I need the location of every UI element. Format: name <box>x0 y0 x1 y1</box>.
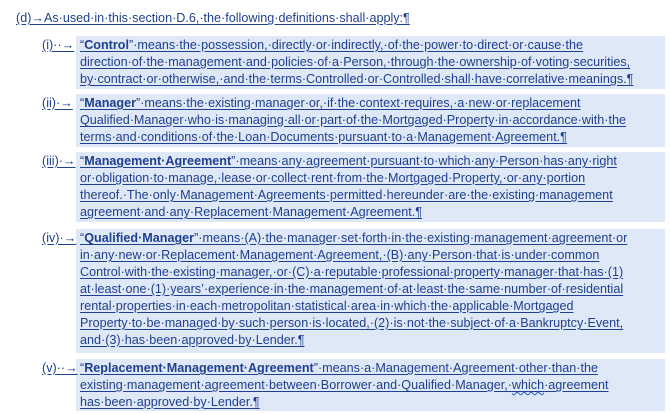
item-iv-line-5: rental·properties·in·each·metropolitan·statistical·area·in·which·the·applicable·Mortgaged <box>80 299 574 313</box>
quote-close: ” <box>128 38 134 52</box>
term-manager: Manager <box>84 96 136 110</box>
quote-close: ” <box>194 231 199 245</box>
term-qualified-manager: Qualified·Manager <box>84 231 195 245</box>
item-v-text-1: ·means·a·Management·Agreement·other·than·the <box>317 361 598 375</box>
quote-close: ” <box>231 154 236 168</box>
term-management-agreement: Management·Agreement <box>84 154 232 168</box>
intro-heading: (d)→As·used·in·this·section·D.6,·the·following·definitions·shall·apply:¶ <box>16 11 410 25</box>
item-i-line-1 <box>80 37 662 53</box>
item-iii-line-4: agreement·and·any·Replacement·Management·Agreement.¶ <box>80 205 423 219</box>
item-i-line-2: direction·of·the·management·and·policies·of·a·Person,·through·the·ownership·of·voting·securities, <box>80 55 631 69</box>
spellcheck-flagged-word[interactable]: which <box>511 378 545 392</box>
quote-close: ” <box>136 96 141 110</box>
item-ii-text-1: ·means·the·existing·manager·or,·if·the·context·requires,·a·new·or·replacement <box>140 96 581 110</box>
item-number-ii: (ii)·→ <box>42 96 73 110</box>
item-number-v: (v)··→ <box>42 361 78 375</box>
item-number-iv: (iv)·→ <box>42 231 77 245</box>
term-replacement-management-agreement: Replacement·Management·Agreement <box>84 361 314 375</box>
quote-open: “ <box>80 96 85 110</box>
item-number-i: (i)··→ <box>42 38 75 52</box>
quote-close: ” <box>313 361 318 375</box>
item-v-line-1 <box>80 360 662 376</box>
item-ii-line-2: Qualified·Manager·who·is·managing·all·or·part·of·the·Mortgaged·Property·in·accordance·with·the <box>80 113 626 127</box>
item-iv-line-7: and·(3)·has·been·approved·by·Lender.¶ <box>80 333 305 347</box>
item-number-iii: (iii)·→ <box>42 154 76 168</box>
quote-open: “ <box>80 38 85 52</box>
quote-open: “ <box>80 231 85 245</box>
quote-open: “ <box>80 361 85 375</box>
item-ii-line-3: terms·and·conditions·of·the·Loan·Documents·pursuant·to·a·Management·Agreement.¶ <box>80 130 567 144</box>
item-iv-text-1: ·means·(A)·the·manager·set·forth·in·the·existing·management·agreement·or <box>198 231 628 245</box>
item-iv-line-1 <box>80 230 662 246</box>
item-iii-text-1: ·means·any·agreement·pursuant·to·which·any·Person·has·any·right <box>235 154 617 168</box>
item-iii-line-3: thereof.·The·only·Management·Agreements·permitted·hereunder·are·the·existing·management <box>80 188 613 202</box>
quote-open: “ <box>80 154 85 168</box>
item-iv-line-2: in·any·new·or·Replacement·Management·Agreement,·(B)·any·Person·that·is·under·common <box>80 248 600 262</box>
item-ii-line-1 <box>80 95 662 111</box>
item-v-line-3: has·been·approved·by·Lender.¶ <box>80 395 260 409</box>
item-v-text-2b: ·agreement <box>544 378 609 392</box>
item-iv-line-6: Property·to·be·managed·by·such·person·is·located,·(2)·is·not·the·subject·of·a·Bankruptcy·Event, <box>80 316 624 330</box>
item-iii-line-2: or·obligation·to·manage,·lease·or·collect·rent·from·the·Mortgaged·Property,·or·any·portion <box>80 171 586 185</box>
item-v-text-2: existing·management·agreement·between·Borrower·and·Qualified·Manager,· <box>80 378 512 392</box>
item-iv-line-4: at·least·one·(1)·years’·experience·in·the·management·of·at·least·the·same·number·of·residential <box>80 282 624 296</box>
item-i-text-1: ·means·the·possession,·directly·or·indirectly,·of·the·power·to·direct·or·cause·the <box>133 38 583 52</box>
item-i-line-3: by·contract·or·otherwise,·and·the·terms·Controlled·or·Controlled·shall·have·correlative·meanings.¶ <box>80 72 634 86</box>
item-v-line-2 <box>80 377 662 393</box>
item-iv-line-3: Control·with·the·existing·manager,·or·(C)·a·reputable·professional·property·manager·that·has·(1) <box>80 265 624 279</box>
term-control: Control <box>84 38 129 52</box>
item-iii-line-1 <box>80 153 662 169</box>
